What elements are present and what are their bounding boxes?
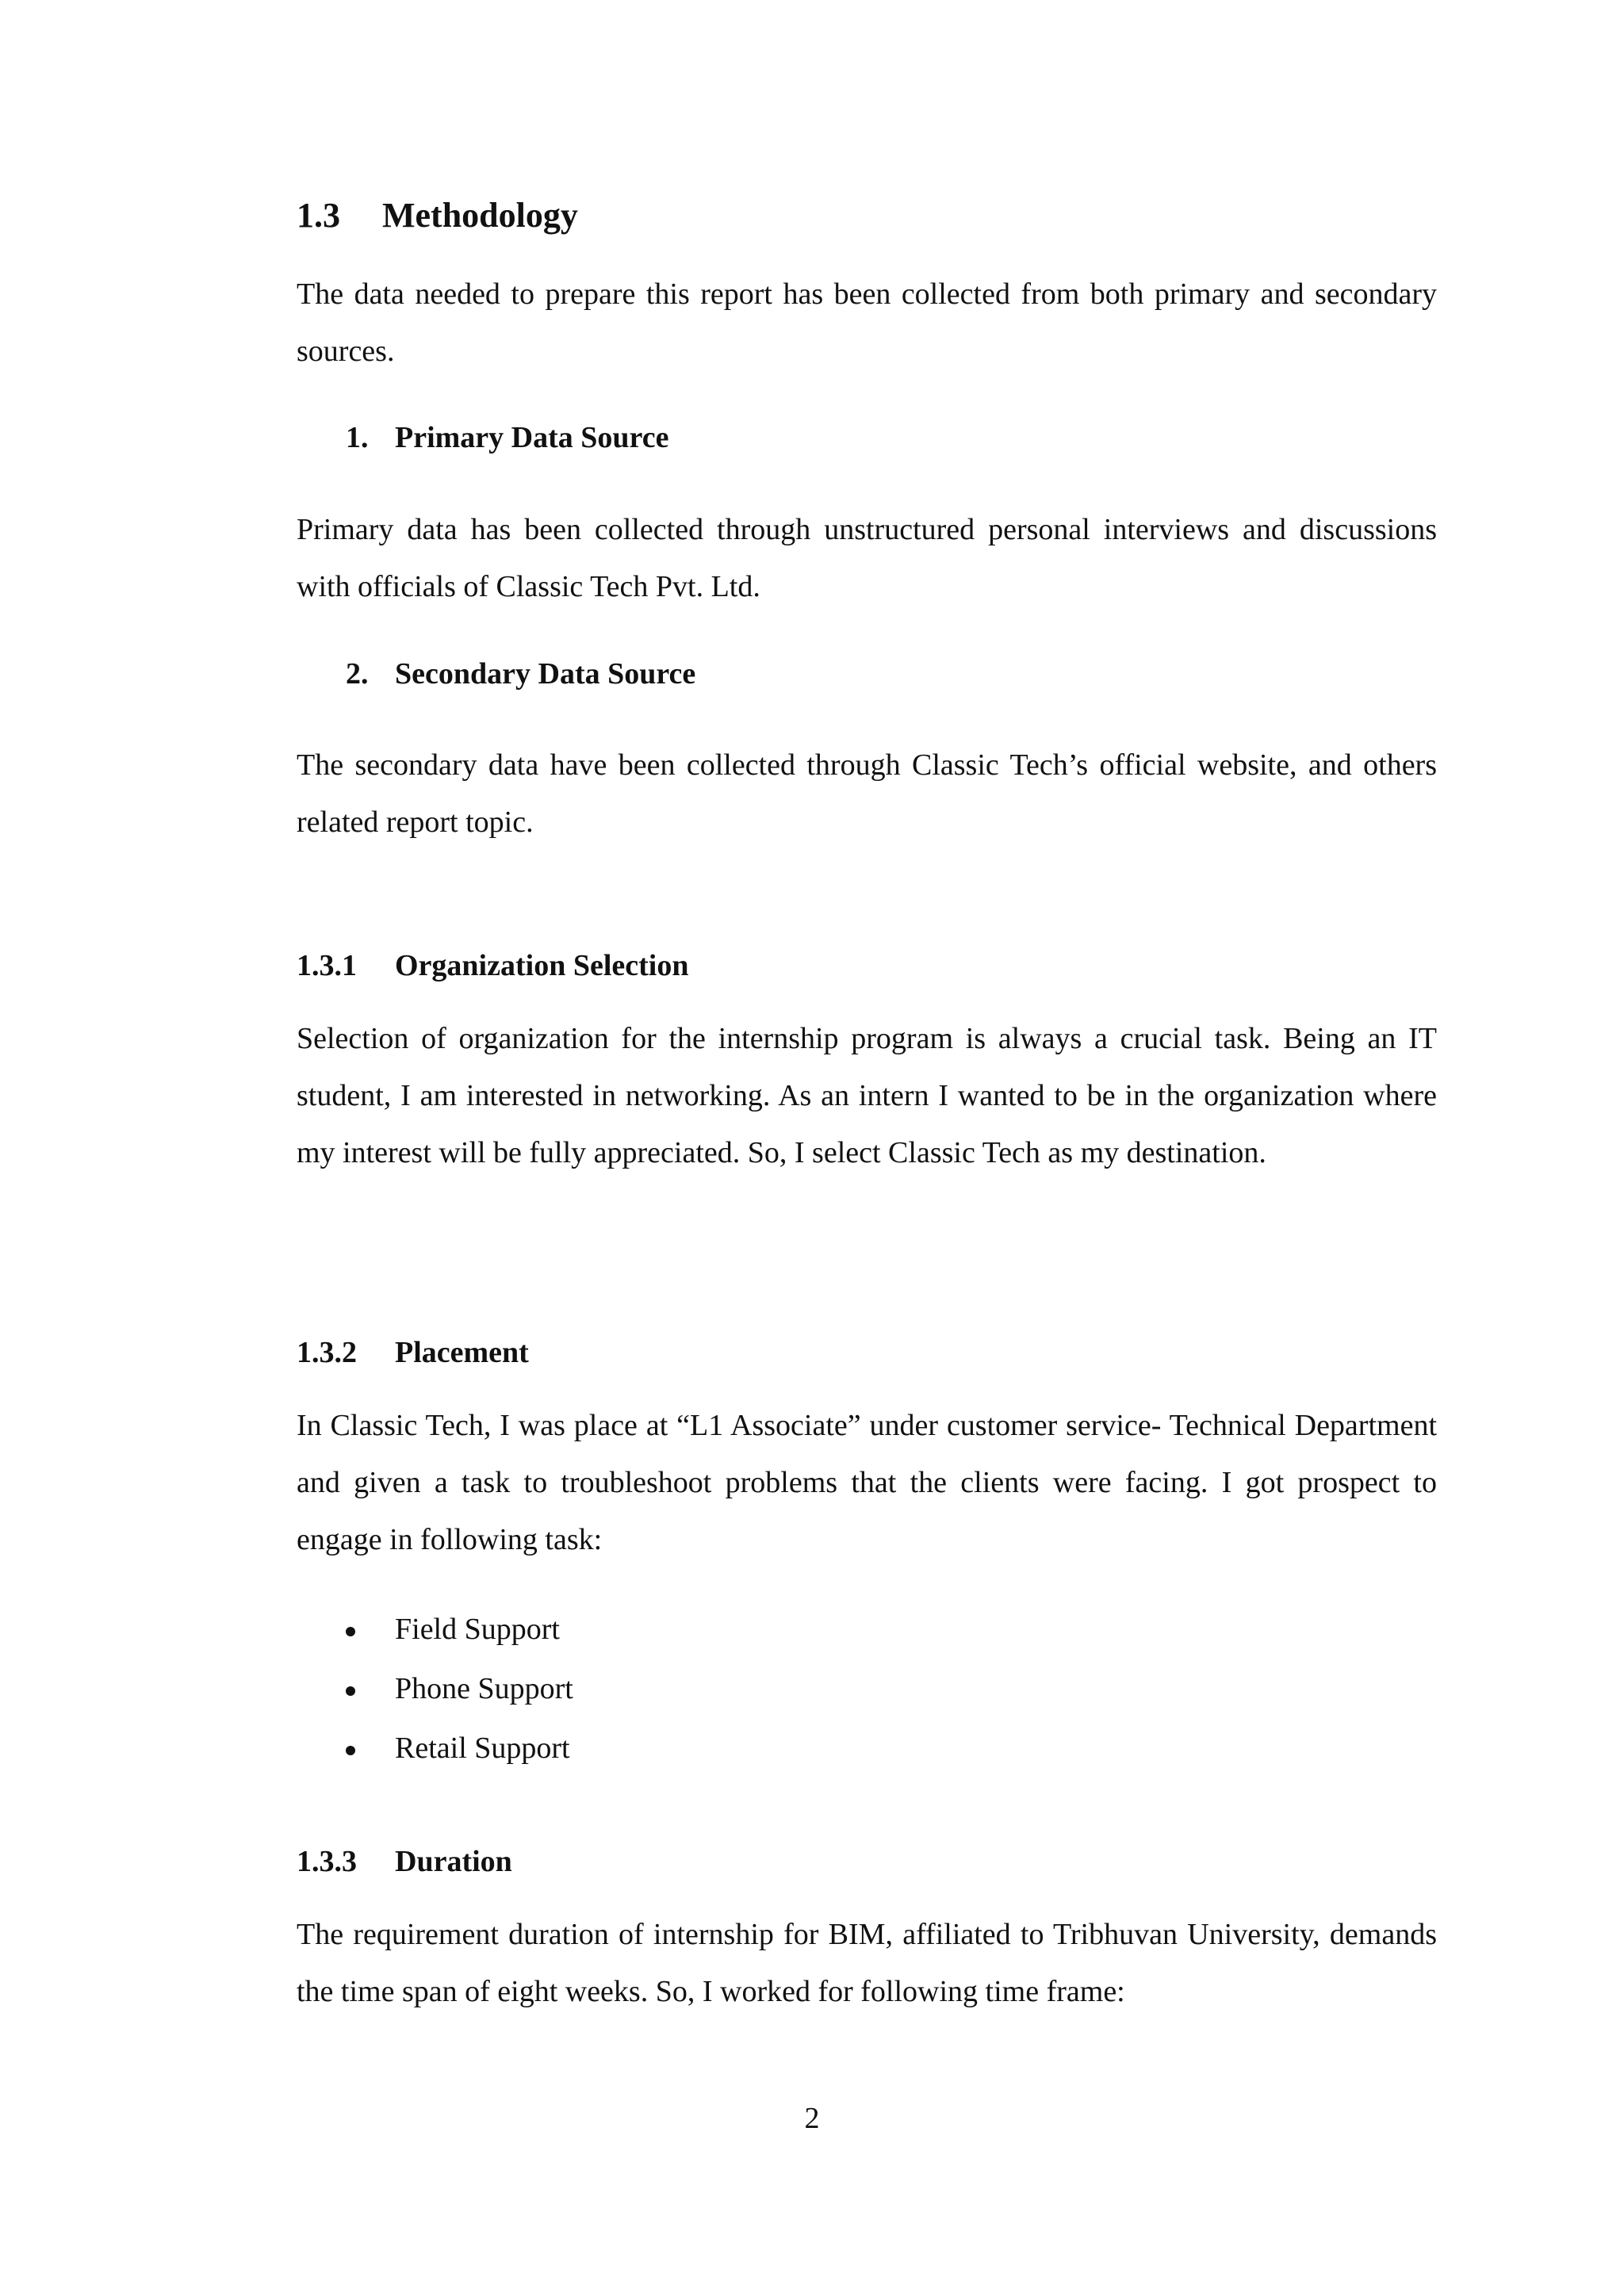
heading-title: Placement xyxy=(395,1336,529,1369)
heading-number: 1.3.1 xyxy=(297,949,357,982)
page-number: 2 xyxy=(804,2102,820,2135)
duration-text: The requirement duration of internship for BIM, affiliated to Tribhuvan University, demands the time span of eight weeks. So, I worked for following time frame: xyxy=(297,1918,1437,2008)
bullet-icon xyxy=(297,1719,395,1778)
subsection-secondary xyxy=(346,656,1437,693)
section-duration xyxy=(297,1844,1437,1881)
section-placement xyxy=(297,1335,1437,1372)
subsection-primary xyxy=(346,420,1437,457)
heading-placement xyxy=(297,1335,1437,1372)
secondary-text: The secondary data have been collected through Classic Tech’s official website, and others related report topic. xyxy=(297,748,1437,839)
heading-secondary xyxy=(346,656,1437,693)
heading-organization xyxy=(297,948,1437,985)
list-item xyxy=(297,1600,1437,1659)
list-number: 2. xyxy=(346,657,369,691)
heading-title: Primary Data Source xyxy=(395,421,669,454)
list-item-text: Retail Support xyxy=(395,1732,570,1765)
list-item-text: Phone Support xyxy=(395,1672,573,1705)
primary-text: Primary data has been collected through unstructured personal interviews and discussions with officials of Classic Tech Pvt. Ltd. xyxy=(297,513,1437,603)
heading-title: Duration xyxy=(395,1845,512,1878)
methodology-intro-block xyxy=(297,266,1437,380)
organization-text-block xyxy=(297,1010,1437,1181)
list-item xyxy=(297,1659,1437,1719)
list-number: 1. xyxy=(346,421,369,454)
secondary-text-block xyxy=(297,737,1437,851)
heading-title: Secondary Data Source xyxy=(395,657,696,691)
section-methodology xyxy=(297,195,1437,237)
heading-primary xyxy=(346,420,1437,457)
placement-task-list-block xyxy=(297,1600,1437,1778)
bullet-icon xyxy=(297,1600,395,1659)
primary-text-block xyxy=(297,501,1437,615)
duration-text-block xyxy=(297,1906,1437,2020)
list-item xyxy=(297,1719,1437,1778)
heading-title: Methodology xyxy=(382,196,578,235)
task-list xyxy=(297,1600,1437,1778)
heading-methodology xyxy=(297,195,1437,237)
list-item-text: Field Support xyxy=(395,1613,560,1646)
methodology-intro: The data needed to prepare this report has been collected from both primary and secondary sources. xyxy=(297,277,1437,368)
heading-number: 1.3 xyxy=(297,196,340,235)
heading-title: Organization Selection xyxy=(395,949,689,982)
heading-duration xyxy=(297,1844,1437,1881)
heading-number: 1.3.2 xyxy=(297,1336,357,1369)
placement-text: In Classic Tech, I was place at “L1 Associate” under customer service- Technical Department and given a task to troubleshoot problems that the clients were facing. I got prospect to engage in following task: xyxy=(297,1409,1437,1556)
heading-number: 1.3.3 xyxy=(297,1845,357,1878)
placement-text-block xyxy=(297,1397,1437,1568)
organization-text: Selection of organization for the internship program is always a crucial task. Being an IT student, I am interested in networking. As an intern I wanted to be in the organization where my interest will be fully appreciated. So, I select Classic Tech as my destination. xyxy=(297,1022,1437,1169)
section-organization xyxy=(297,948,1437,985)
bullet-icon xyxy=(297,1659,395,1719)
